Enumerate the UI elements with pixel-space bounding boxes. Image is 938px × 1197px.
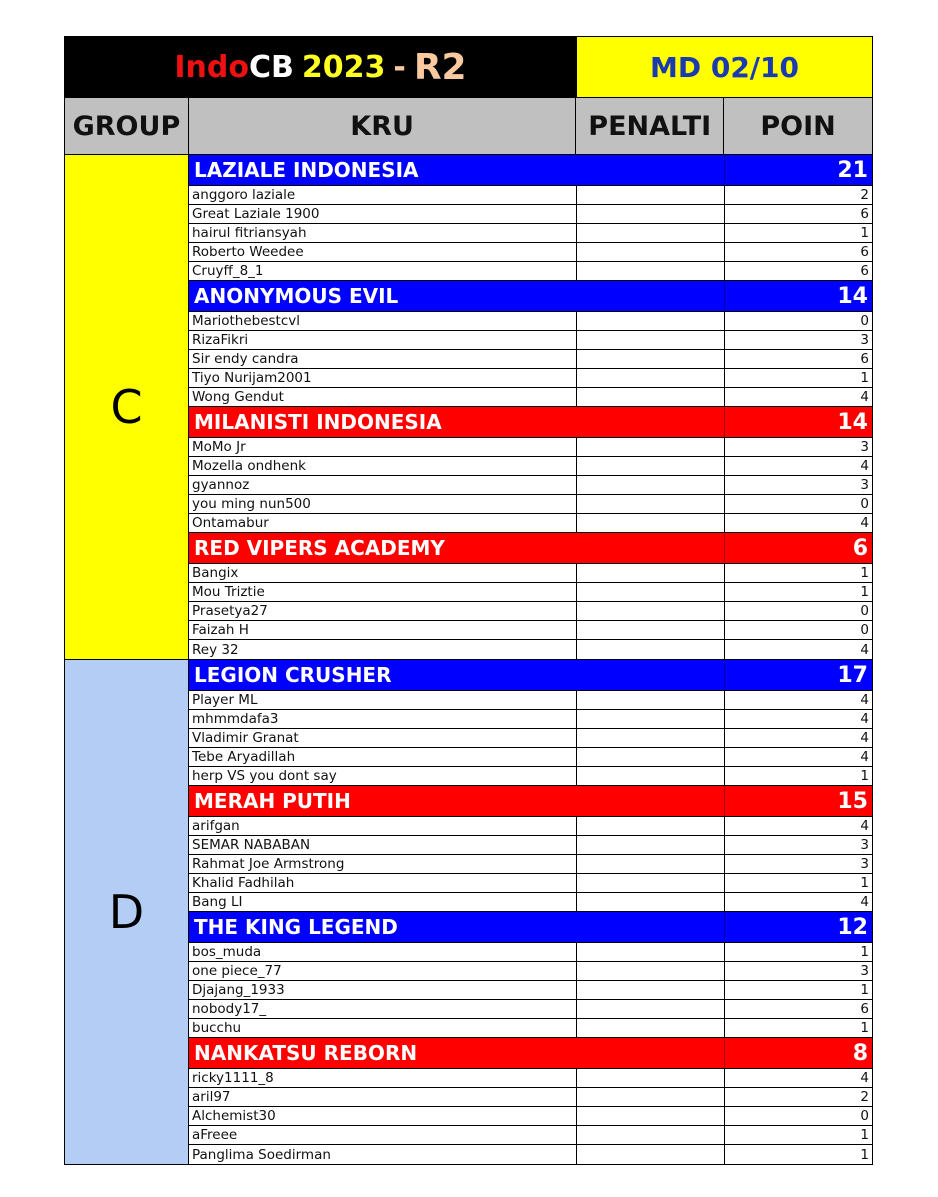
player-name: nobody17_ [189, 1000, 577, 1018]
player-name: Faizah H [189, 621, 577, 639]
player-row [189, 262, 872, 281]
player-penalti [577, 583, 725, 601]
player-row [189, 438, 872, 457]
player-name: Cruyff_8_1 [189, 262, 577, 280]
player-row [189, 748, 872, 767]
player-name: Mou Triztie [189, 583, 577, 601]
player-poin: 0 [860, 313, 869, 329]
player-penalti [577, 312, 725, 330]
player-poin: 4 [860, 730, 869, 746]
player-row [189, 836, 872, 855]
player-name: Rahmat Joe Armstrong [189, 855, 577, 873]
title-round: R2 [413, 46, 467, 88]
team-penalti [577, 281, 725, 311]
player-name: one piece_77 [189, 962, 577, 980]
player-name: arifgan [189, 817, 577, 835]
team-row [189, 912, 872, 943]
player-poin: 3 [860, 477, 869, 493]
player-poin: 2 [860, 1089, 869, 1105]
player-name: Prasetya27 [189, 602, 577, 620]
player-poin: 4 [860, 515, 869, 531]
player-name: Djajang_1933 [189, 981, 577, 999]
player-name: bos_muda [189, 943, 577, 961]
column-header-row [65, 98, 872, 155]
player-row [189, 224, 872, 243]
group-block-c [65, 155, 872, 659]
player-penalti [577, 943, 725, 961]
player-poin: 4 [860, 894, 869, 910]
player-row [189, 1107, 872, 1126]
player-row [189, 710, 872, 729]
team-poin: 8 [852, 1040, 868, 1066]
player-name: Tebe Aryadillah [189, 748, 577, 766]
team-penalti [577, 660, 725, 690]
player-name: Tiyo Nurijam2001 [189, 369, 577, 387]
player-poin: 1 [860, 565, 869, 581]
player-penalti [577, 817, 725, 835]
player-row [189, 691, 872, 710]
team-row [189, 660, 872, 691]
player-poin: 3 [860, 439, 869, 455]
standings-table [64, 36, 873, 1165]
player-row [189, 350, 872, 369]
player-penalti [577, 205, 725, 223]
player-name: SEMAR NABABAN [189, 836, 577, 854]
player-penalti [577, 262, 725, 280]
player-poin: 2 [860, 187, 869, 203]
group-body [189, 660, 872, 1164]
header-penalti: PENALTI [576, 98, 724, 154]
player-penalti [577, 874, 725, 892]
player-name: MoMo Jr [189, 438, 577, 456]
player-row [189, 312, 872, 331]
player-penalti [577, 855, 725, 873]
player-poin: 1 [860, 768, 869, 784]
player-penalti [577, 224, 725, 242]
player-poin: 6 [860, 351, 869, 367]
player-name: Alchemist30 [189, 1107, 577, 1125]
player-penalti [577, 893, 725, 911]
player-poin: 6 [860, 263, 869, 279]
player-poin: 1 [860, 1127, 869, 1143]
group-block-d [65, 659, 872, 1164]
player-penalti [577, 1019, 725, 1037]
team-row [189, 155, 872, 186]
player-penalti [577, 495, 725, 513]
team-penalti [577, 155, 725, 185]
team-poin: 14 [837, 409, 868, 435]
group-label: C [65, 155, 189, 659]
group-label: D [65, 660, 189, 1164]
player-row [189, 962, 872, 981]
team-poin: 14 [837, 283, 868, 309]
player-poin: 4 [860, 749, 869, 765]
player-penalti [577, 243, 725, 261]
player-row [189, 457, 872, 476]
player-row [189, 855, 872, 874]
player-row [189, 817, 872, 836]
team-row [189, 281, 872, 312]
player-name: bucchu [189, 1019, 577, 1037]
player-penalti [577, 767, 725, 785]
player-poin: 3 [860, 963, 869, 979]
player-penalti [577, 962, 725, 980]
player-row [189, 1126, 872, 1145]
player-row [189, 893, 872, 912]
team-penalti [577, 533, 725, 563]
player-penalti [577, 457, 725, 475]
player-row [189, 767, 872, 786]
team-name: RED VIPERS ACADEMY [194, 536, 445, 560]
player-name: ricky1111_8 [189, 1069, 577, 1087]
team-name: NANKATSU REBORN [194, 1041, 418, 1065]
player-penalti [577, 1000, 725, 1018]
title-row [65, 37, 872, 98]
player-poin: 4 [860, 692, 869, 708]
team-row [189, 407, 872, 438]
player-row [189, 640, 872, 659]
player-name: RizaFikri [189, 331, 577, 349]
player-poin: 1 [860, 875, 869, 891]
player-poin: 1 [860, 370, 869, 386]
player-poin: 1 [860, 982, 869, 998]
player-penalti [577, 640, 725, 659]
player-poin: 4 [860, 711, 869, 727]
player-name: Panglima Soedirman [189, 1145, 577, 1164]
player-row [189, 1145, 872, 1164]
title-cb: CB [248, 49, 294, 85]
player-poin: 0 [860, 603, 869, 619]
player-row [189, 621, 872, 640]
matchday-label: MD 02/10 [577, 37, 872, 97]
player-poin: 6 [860, 1001, 869, 1017]
player-name: Rey 32 [189, 640, 577, 659]
player-penalti [577, 602, 725, 620]
player-poin: 4 [860, 641, 869, 658]
player-name: hairul fitriansyah [189, 224, 577, 242]
player-name: Mariothebestcvl [189, 312, 577, 330]
team-penalti [577, 786, 725, 816]
team-name: THE KING LEGEND [194, 915, 398, 939]
player-name: mhmmdafa3 [189, 710, 577, 728]
player-row [189, 981, 872, 1000]
player-name: Roberto Weedee [189, 243, 577, 261]
groups-container [65, 155, 872, 1164]
player-penalti [577, 1069, 725, 1087]
player-poin: 4 [860, 1070, 869, 1086]
player-row [189, 943, 872, 962]
player-poin: 1 [860, 944, 869, 960]
team-name: ANONYMOUS EVIL [194, 284, 399, 308]
player-penalti [577, 514, 725, 532]
player-name: Ontamabur [189, 514, 577, 532]
player-name: Mozella ondhenk [189, 457, 577, 475]
player-name: you ming nun500 [189, 495, 577, 513]
player-penalti [577, 981, 725, 999]
player-row [189, 205, 872, 224]
player-poin: 1 [860, 584, 869, 600]
player-penalti [577, 438, 725, 456]
team-poin: 21 [837, 157, 868, 183]
player-poin: 1 [860, 225, 869, 241]
player-name: aFreee [189, 1126, 577, 1144]
team-name: LAZIALE INDONESIA [194, 158, 419, 182]
player-row [189, 331, 872, 350]
team-poin: 15 [837, 788, 868, 814]
player-poin: 4 [860, 458, 869, 474]
header-poin: POIN [760, 110, 836, 142]
player-row [189, 602, 872, 621]
player-penalti [577, 1145, 725, 1164]
player-poin: 3 [860, 332, 869, 348]
title-dash: - [393, 49, 406, 85]
player-row [189, 1000, 872, 1019]
player-penalti [577, 350, 725, 368]
team-penalti [577, 407, 725, 437]
player-penalti [577, 1126, 725, 1144]
player-penalti [577, 476, 725, 494]
player-poin: 6 [860, 206, 869, 222]
player-row [189, 186, 872, 205]
player-row [189, 564, 872, 583]
player-name: gyannoz [189, 476, 577, 494]
team-poin: 12 [837, 914, 868, 940]
header-kru: KRU [189, 98, 577, 154]
player-poin: 1 [860, 1020, 869, 1036]
player-name: Sir endy candra [189, 350, 577, 368]
player-name: Great Laziale 1900 [189, 205, 577, 223]
player-poin: 0 [860, 622, 869, 638]
player-name: anggoro laziale [189, 186, 577, 204]
player-name: Bangix [189, 564, 577, 582]
player-poin: 0 [860, 496, 869, 512]
player-row [189, 495, 872, 514]
team-name: LEGION CRUSHER [194, 663, 392, 687]
team-penalti [577, 1038, 725, 1068]
player-penalti [577, 1088, 725, 1106]
player-name: Vladimir Granat [189, 729, 577, 747]
player-row [189, 1069, 872, 1088]
team-poin: 17 [837, 662, 868, 688]
player-row [189, 874, 872, 893]
player-penalti [577, 729, 725, 747]
team-row [189, 1038, 872, 1069]
player-row [189, 476, 872, 495]
player-penalti [577, 748, 725, 766]
player-poin: 1 [860, 1146, 869, 1163]
player-penalti [577, 621, 725, 639]
team-name: MILANISTI INDONESIA [194, 410, 442, 434]
team-poin: 6 [852, 535, 868, 561]
player-row [189, 729, 872, 748]
title-year: 2023 [301, 49, 386, 85]
player-name: aril97 [189, 1088, 577, 1106]
player-poin: 4 [860, 818, 869, 834]
player-penalti [577, 186, 725, 204]
player-poin: 3 [860, 856, 869, 872]
player-name: herp VS you dont say [189, 767, 577, 785]
player-row [189, 1019, 872, 1038]
player-penalti [577, 369, 725, 387]
player-penalti [577, 388, 725, 406]
group-body [189, 155, 872, 659]
player-penalti [577, 331, 725, 349]
player-penalti [577, 710, 725, 728]
player-row [189, 243, 872, 262]
player-name: Wong Gendut [189, 388, 577, 406]
player-row [189, 388, 872, 407]
player-poin: 6 [860, 244, 869, 260]
player-row [189, 514, 872, 533]
player-penalti [577, 691, 725, 709]
team-row [189, 786, 872, 817]
player-name: Bang LI [189, 893, 577, 911]
team-penalti [577, 912, 725, 942]
player-name: Khalid Fadhilah [189, 874, 577, 892]
team-name: MERAH PUTIH [194, 789, 351, 813]
player-poin: 0 [860, 1108, 869, 1124]
tournament-title [65, 37, 577, 97]
team-row [189, 533, 872, 564]
player-poin: 3 [860, 837, 869, 853]
player-poin: 4 [860, 389, 869, 405]
player-row [189, 1088, 872, 1107]
player-name: Player ML [189, 691, 577, 709]
player-row [189, 369, 872, 388]
title-indo: Indo [174, 49, 249, 85]
player-penalti [577, 836, 725, 854]
player-penalti [577, 564, 725, 582]
player-row [189, 583, 872, 602]
player-penalti [577, 1107, 725, 1125]
header-group: GROUP [65, 98, 189, 154]
